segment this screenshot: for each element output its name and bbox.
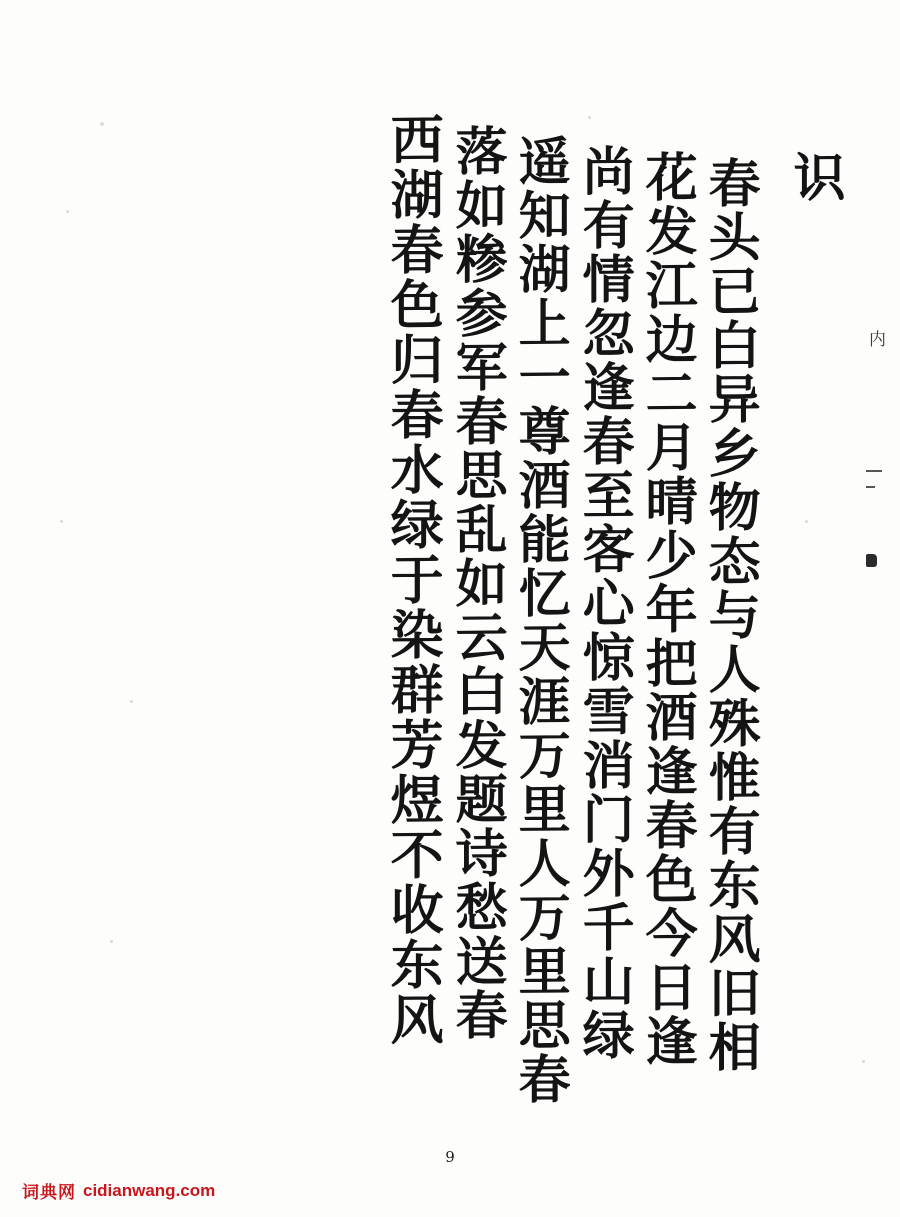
paper-speck xyxy=(130,700,133,703)
calligraphy-column: 春头已白异乡物态与人殊惟有东风旧相 xyxy=(698,155,760,1075)
margin-marks xyxy=(866,470,882,567)
paper-speck xyxy=(100,122,104,126)
calligraphy-column: 尚有情忽逢春至客心惊雪消门外千山绿 xyxy=(572,143,634,1063)
paper-speck xyxy=(862,1060,865,1063)
watermark-chinese: 词典网 xyxy=(22,1183,76,1202)
margin-dash-icon xyxy=(866,470,882,472)
calligraphy-column: 花发江边二月晴少年把酒逢春色今日逢 xyxy=(635,149,697,1069)
paper-speck xyxy=(60,520,63,523)
calligraphy-column: 遥知湖上一尊酒能忆天涯万里人万里思春 xyxy=(509,133,571,1107)
paper-speck xyxy=(110,940,113,943)
calligraphy-column: 西湖春色归春水绿于染群芳煜不收东风 xyxy=(382,111,445,1048)
calligraphy-column: 落如糁参军春思乱如云白发题诗愁送春 xyxy=(446,123,508,1043)
paper-speck xyxy=(66,210,69,213)
margin-annotation: 内 xyxy=(865,330,885,357)
watermark-domain: cidianwang.com xyxy=(83,1180,216,1200)
margin-blob-icon xyxy=(866,554,877,567)
margin-dash-short-icon xyxy=(866,486,875,488)
calligraphy-column-last: 识 xyxy=(784,149,845,205)
calligraphy-body xyxy=(377,111,845,1107)
page-number: 9 xyxy=(445,1148,455,1166)
site-watermark xyxy=(22,1178,215,1203)
